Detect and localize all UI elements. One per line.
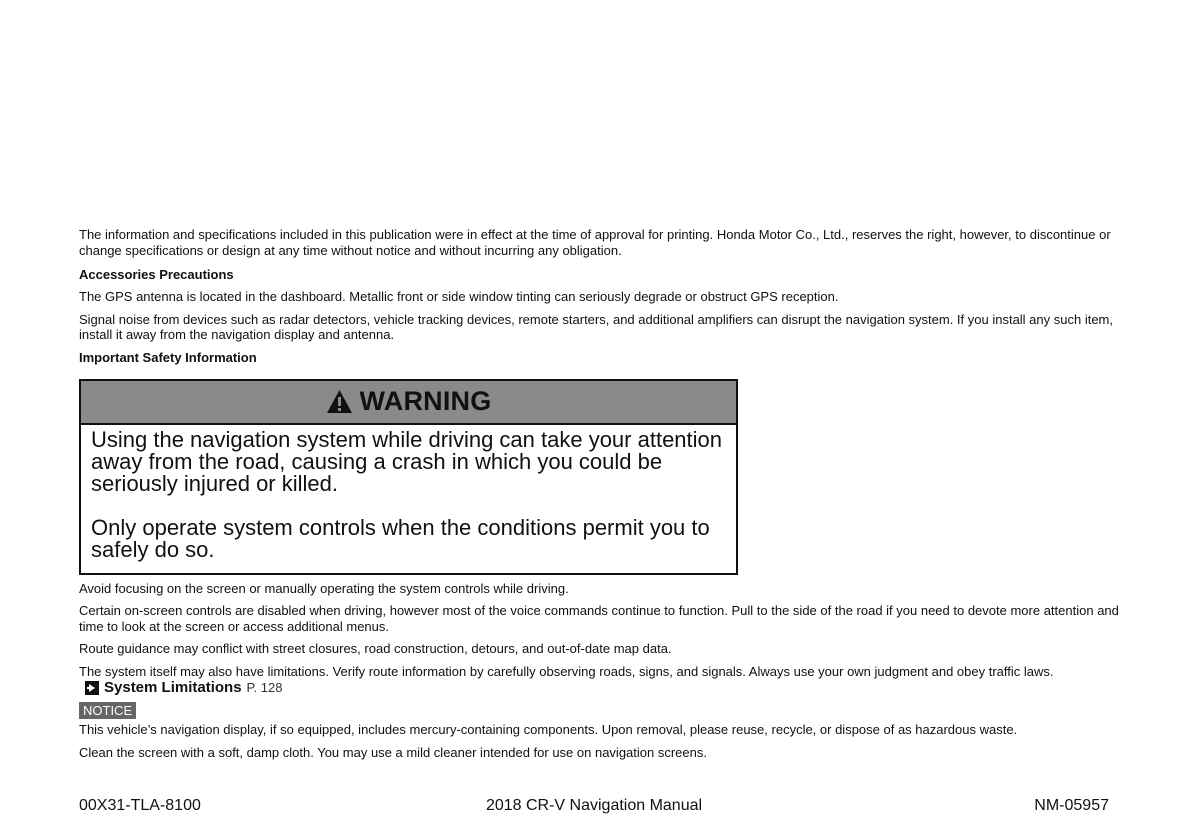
disclaimer-text: The information and specifications included in this publication were in effect at the time of approval for printing. Honda Motor Co., Ltd., reserves the right, however, to discontinue or change specifications or design at any time without notice and without incurring any obligation. <box>79 227 1111 258</box>
warning-body <box>81 425 736 573</box>
footer-document-id: NM-05957 <box>1034 797 1109 814</box>
signal-noise-text: Signal noise from devices such as radar detectors, vehicle tracking devices, remote starters, and additional amplifiers can disrupt the navigation system. If you install any such item, install it away from the navigation display and antenna. <box>79 311 1113 342</box>
accessories-heading: Accessories Precautions <box>79 267 234 282</box>
notice-section <box>79 702 1124 760</box>
system-limitations-link[interactable] <box>85 679 1124 696</box>
cleaning-notice-text: Clean the screen with a soft, damp cloth. You may use a mild cleaner intended for use on navigation screens. <box>79 744 707 760</box>
warning-box <box>79 379 738 575</box>
route-guidance-text: Route guidance may conflict with street closures, road construction, detours, and out-of-date map data. <box>79 641 672 656</box>
arrow-right-box-icon <box>85 681 99 695</box>
page-footer <box>79 797 1109 817</box>
safety-heading: Important Safety Information <box>79 349 257 365</box>
mercury-notice-text: This vehicle’s navigation display, if so equipped, includes mercury-containing components. Upon removal, please reuse, recycle, or dispose of as hazardous waste. <box>79 722 1018 737</box>
avoid-focus-text: Avoid focusing on the screen or manually operating the system controls while driving. <box>79 580 569 596</box>
warning-paragraph-1: Using the navigation system while driving can take your attention away from the road, causing a crash in which you could be seriously injured or killed. <box>91 426 723 496</box>
warning-paragraph-2: Only operate system controls when the conditions permit you to safely do so. <box>91 514 710 562</box>
page-reference: P. 128 <box>246 680 283 695</box>
warning-title: WARNING <box>359 386 492 416</box>
safety-notes <box>79 581 1124 697</box>
footer-manual-title: 2018 CR-V Navigation Manual <box>485 797 703 814</box>
limitations-text: The system itself may also have limitations. Verify route information by carefully observing roads, signs, and signals. Always use your own judgment and obey traffic laws. <box>79 663 1054 679</box>
manual-page-content <box>79 227 1124 760</box>
notice-badge: NOTICE <box>79 702 136 719</box>
system-limitations-label[interactable]: System Limitations <box>104 679 242 696</box>
controls-disabled-text: Certain on-screen controls are disabled when driving, however most of the voice commands continue to function. Pull to the side of the road if you need to devote more attention and time to look at the screen or access additional menus. <box>79 603 1119 634</box>
warning-header <box>81 381 736 425</box>
footer-part-number: 00X31-TLA-8100 <box>79 797 201 814</box>
gps-antenna-text: The GPS antenna is located in the dashboard. Metallic front or side window tinting can seriously degrade or obstruct GPS reception. <box>79 289 839 304</box>
warning-triangle-icon <box>326 389 353 414</box>
